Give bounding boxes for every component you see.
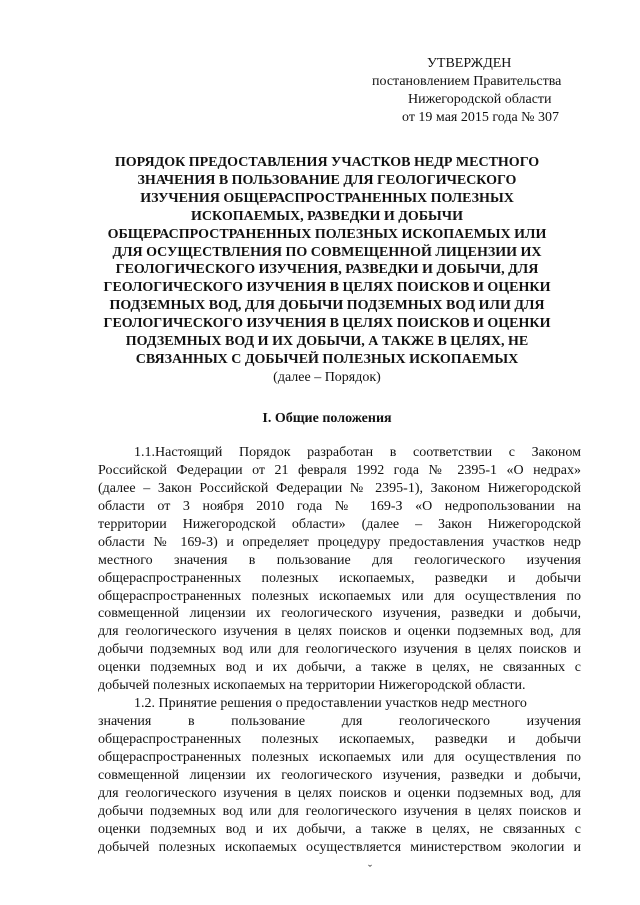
text-line: территории Нижегородской области» (далее – Закон Нижегородской xyxy=(98,516,581,532)
text-line: значения в пользование для геологического изучения xyxy=(98,714,581,730)
text-line: добычи подземных вод или для геологического изучения в целях поисков и xyxy=(98,642,581,658)
text-line: местного значения в пользование для геологического изучения xyxy=(98,552,581,568)
title-line: ИСКОПАЕМЫХ, РАЗВЕДКИ И ДОБЫЧИ xyxy=(191,208,463,224)
title-line: ОБЩЕРАСПРОСТРАНЕННЫХ ПОЛЕЗНЫХ ИСКОПАЕМЫХ ИЛИ xyxy=(107,226,547,242)
text-line: добычи подземных вод или для геологического изучения в целях поисков и xyxy=(98,803,581,819)
title-line: ГЕОЛОГИЧЕСКОГО ИЗУЧЕНИЯ, РАЗВЕДКИ И ДОБЫЧИ, ДЛЯ xyxy=(115,262,539,278)
page-mark: ˇ xyxy=(368,862,372,876)
section-heading: I. Общие положения xyxy=(262,411,392,426)
text-line: (далее – Закон Российской Федерации № 2395-1), Законом Нижегородской xyxy=(98,480,581,496)
paragraph-1 xyxy=(98,444,581,695)
document-title xyxy=(80,154,574,369)
title-line: ДЛЯ ОСУЩЕСТВЛЕНИЯ ПО СОВМЕЩЕННОЙ ЛИЦЕНЗИИ ИХ xyxy=(112,244,542,260)
title-line: ПОРЯДОК ПРЕДОСТАВЛЕНИЯ УЧАСТКОВ НЕДР МЕСТНОГО xyxy=(114,155,540,170)
text-line: общераспространенных полезных ископаемых или для осуществления по xyxy=(98,749,581,765)
approval-line-2: Нижегородской области xyxy=(408,92,552,107)
text-line: совмещенной лицензии их геологического изучения, разведки и добычи, xyxy=(98,606,581,622)
title-line: ПОДЗЕМНЫХ ВОД, ДЛЯ ДОБЫЧИ ПОДЗЕМНЫХ ВОД ИЛИ ДЛЯ xyxy=(109,298,545,314)
text-line: добычей полезных ископаемых осуществляется министерством экологии и xyxy=(98,839,581,855)
approval-stamp xyxy=(372,55,602,127)
text-line: общераспространенных полезных ископаемых, разведки и добычи xyxy=(98,732,581,747)
text-line: для геологического изучения в целях поисков и оценки подземных вод, для xyxy=(98,785,581,801)
title-line: СВЯЗАННЫХ С ДОБЫЧЕЙ ПОЛЕЗНЫХ ИСКОПАЕМЫХ xyxy=(135,351,519,367)
document-subtitle: (далее – Порядок) xyxy=(273,370,381,385)
approval-line-1: постановлением Правительства xyxy=(372,74,562,89)
text-line: добычей полезных ископаемых на территории Нижегородской области. xyxy=(98,678,526,694)
text-line: общераспространенных полезных ископаемых или для осуществления по xyxy=(98,588,581,604)
title-line: ГЕОЛОГИЧЕСКОГО ИЗУЧЕНИЯ В ЦЕЛЯХ ПОИСКОВ И ОЦЕНКИ xyxy=(103,280,551,296)
text-line: 1.2. Принятие решения о предоставлении участков недр местного xyxy=(134,696,527,712)
text-line: для геологического изучения в целях поисков и оценки подземных вод, для xyxy=(98,624,581,640)
text-line: области № 169-З) и определяет процедуру предоставления участков недр xyxy=(98,534,581,550)
text-line: оценки подземных вод и их добычи, а также в целях, не связанных с xyxy=(98,821,581,837)
approval-line-3: от 19 мая 2015 года № 307 xyxy=(402,110,560,125)
text-line: общераспространенных полезных ископаемых, разведки и добычи xyxy=(98,570,581,586)
body-text xyxy=(98,444,581,857)
title-line: ИЗУЧЕНИЯ ОБЩЕРАСПРОСТРАНЕННЫХ ПОЛЕЗНЫХ xyxy=(140,190,514,206)
text-line: оценки подземных вод и их добычи, а также в целях, не связанных с xyxy=(98,660,581,676)
title-line: ЗНАЧЕНИЯ В ПОЛЬЗОВАНИЕ ДЛЯ ГЕОЛОГИЧЕСКОГО xyxy=(137,172,517,188)
text-line: области от 3 ноября 2010 года № 169-З «О недропользовании на xyxy=(98,498,581,514)
text-line: Российской Федерации от 21 февраля 1992 года № 2395-1 «О недрах» xyxy=(98,462,581,478)
title-line: ГЕОЛОГИЧЕСКОГО ИЗУЧЕНИЯ В ЦЕЛЯХ ПОИСКОВ И ОЦЕНКИ xyxy=(103,316,551,332)
title-line: ПОДЗЕМНЫХ ВОД И ИХ ДОБЫЧИ, А ТАКЖЕ В ЦЕЛЯХ, НЕ xyxy=(125,334,529,350)
approval-title: УТВЕРЖДЕН xyxy=(427,56,512,71)
text-line: 1.1.Настоящий Порядок разработан в соответствии с Законом xyxy=(134,445,581,460)
paragraph-2 xyxy=(98,695,581,856)
text-line: совмещенной лицензии их геологического изучения, разведки и добычи, xyxy=(98,767,581,783)
